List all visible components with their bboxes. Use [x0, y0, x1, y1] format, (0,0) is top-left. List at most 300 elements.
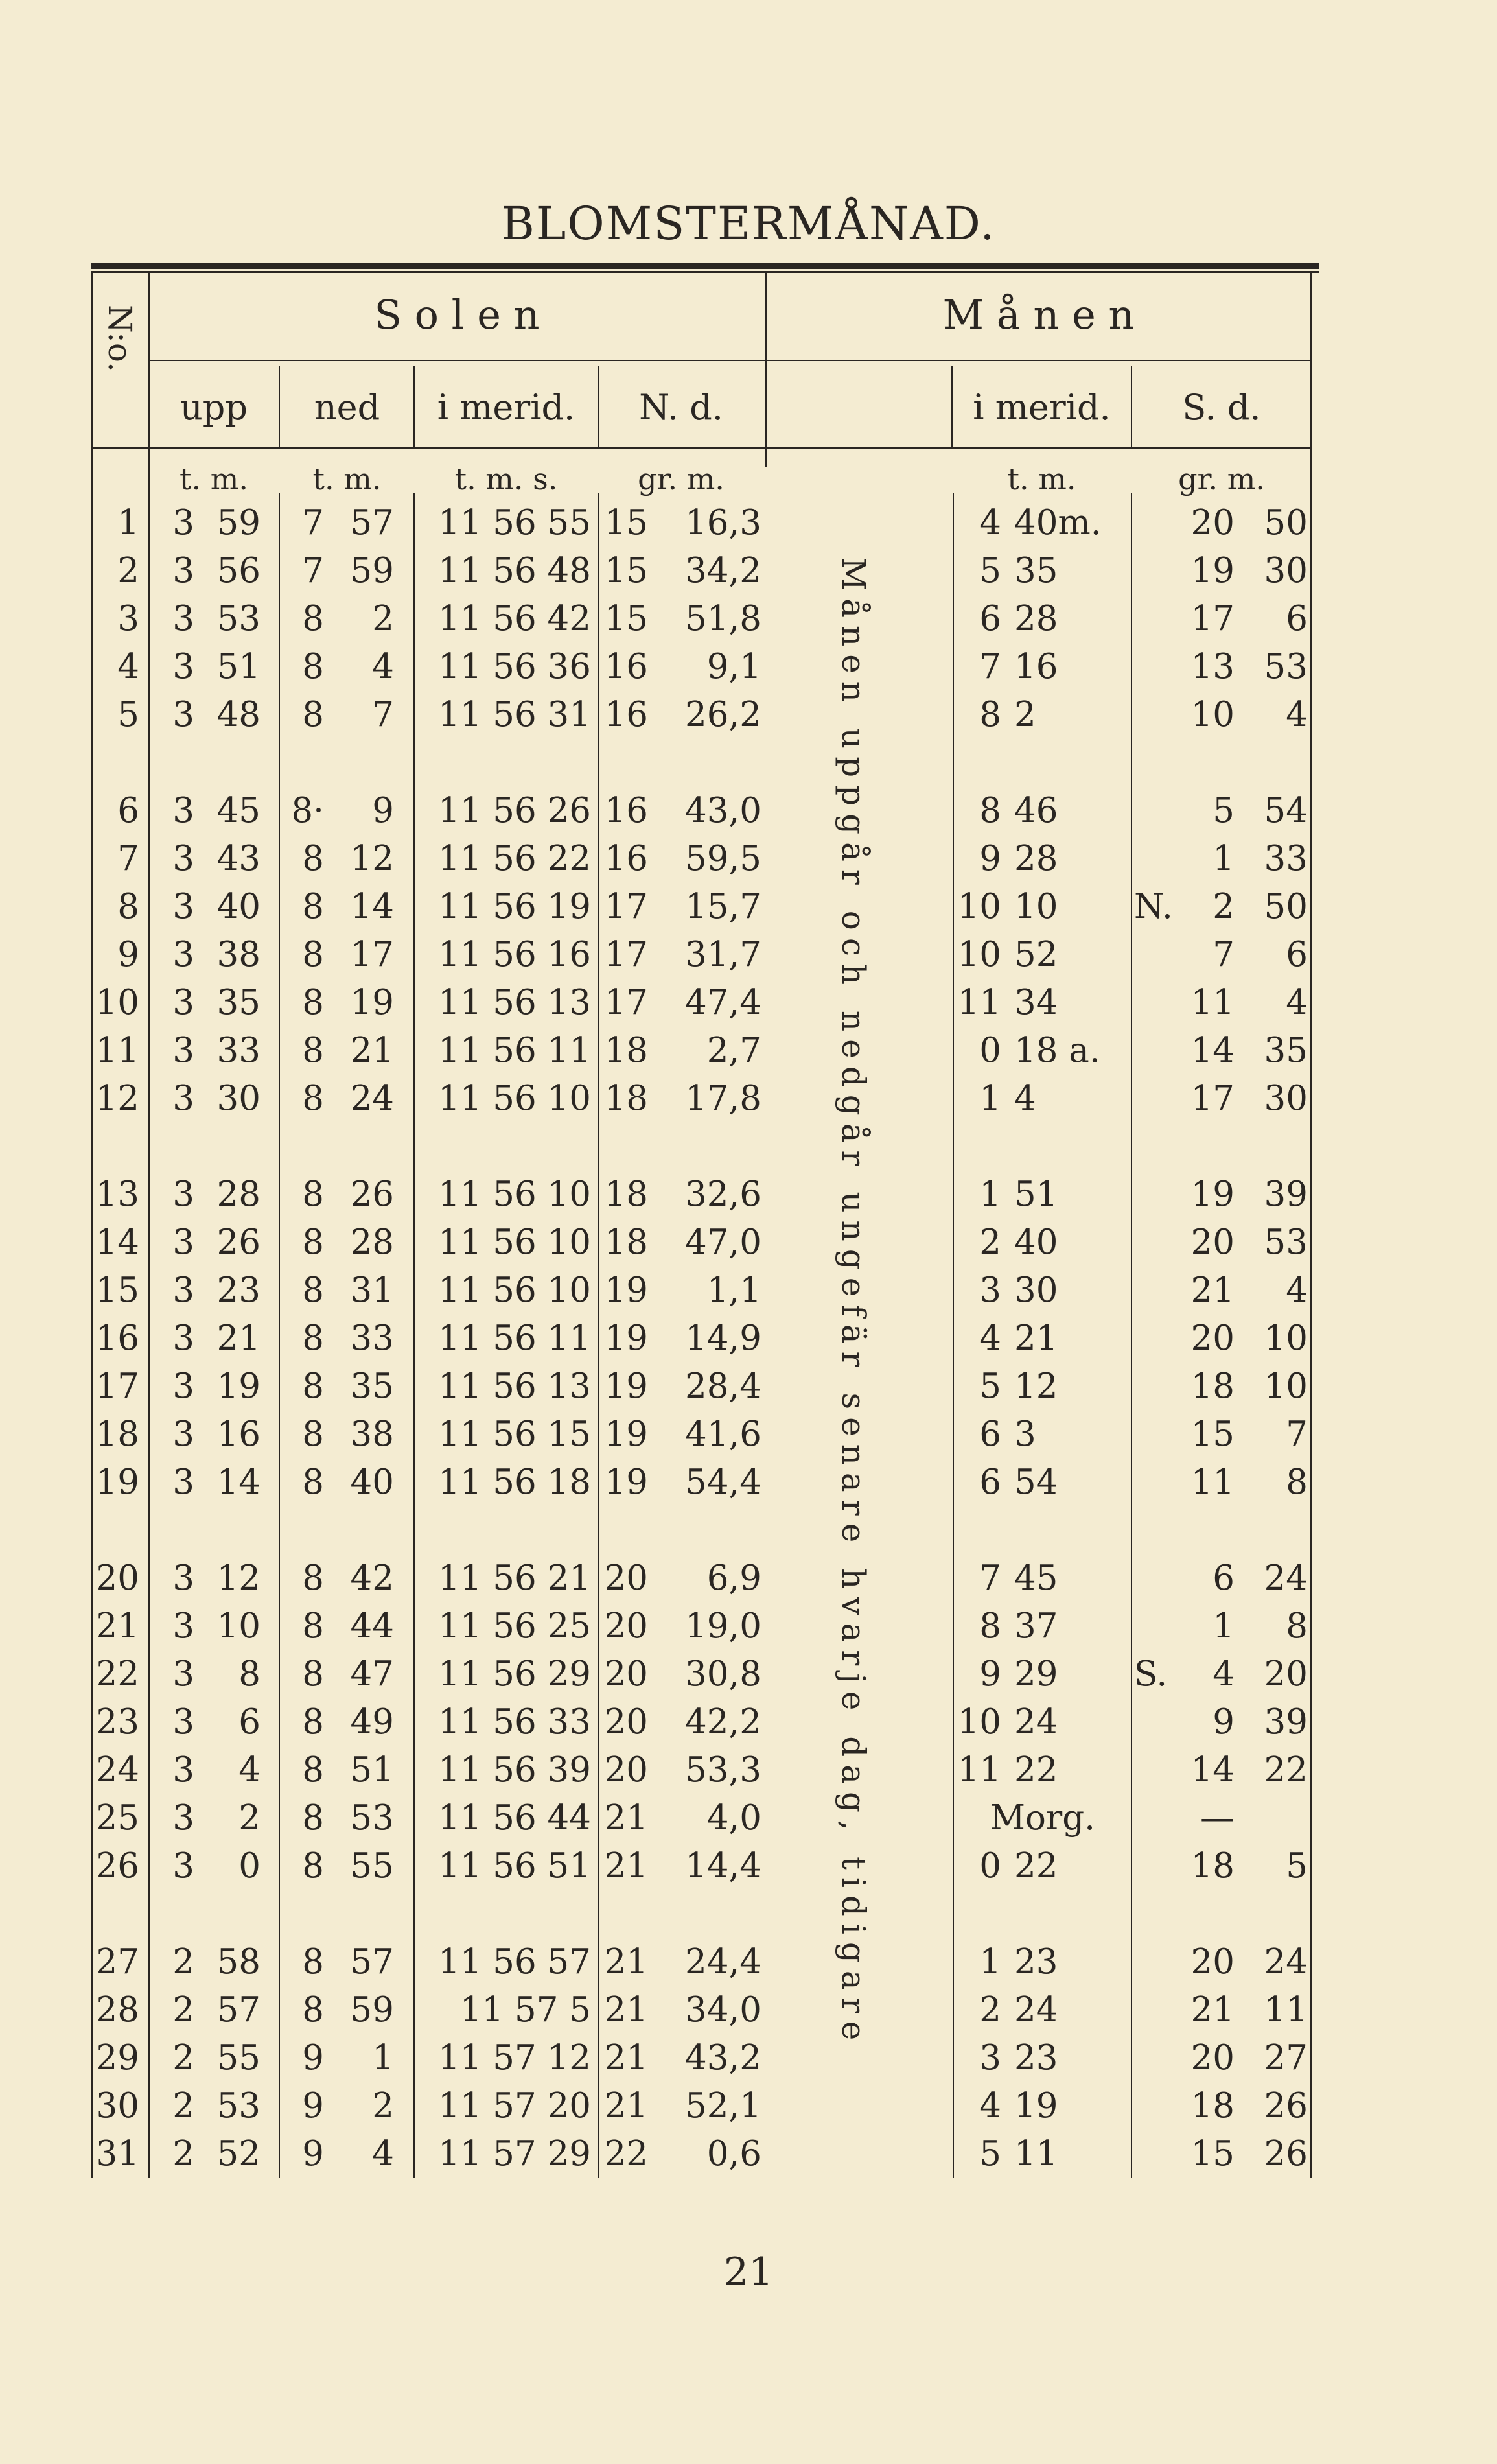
moon-decl-minute: 50: [1264, 503, 1308, 543]
sun-rise-hour: 3: [172, 599, 194, 639]
moon-decl-minute: 5: [1286, 1846, 1308, 1886]
day-number: 25: [95, 1798, 139, 1838]
sun-decl-minute: 1,1: [706, 1271, 761, 1310]
body-col-divider: [413, 493, 415, 2178]
sun-set-minute: 21: [350, 1031, 394, 1070]
sun-rise-minute: 28: [216, 1175, 261, 1214]
moon-decl-degree: 17: [1190, 599, 1235, 639]
day-number: 2: [117, 551, 139, 591]
moon-meridian-hour: 10: [957, 1702, 1001, 1742]
sun-decl-minute: 26,2: [684, 695, 761, 734]
moon-meridian-minute: 18 a.: [1014, 1031, 1100, 1070]
sun-decl-degree: 22: [604, 2134, 648, 2174]
sun-rise-hour: 3: [172, 983, 194, 1022]
sun-set-minute: 28: [350, 1223, 394, 1262]
sun-decl-degree: 21: [604, 1846, 648, 1886]
day-number: 13: [95, 1175, 139, 1214]
sun-decl-degree: 15: [604, 503, 648, 543]
moon-decl-degree: 18: [1190, 1367, 1235, 1406]
sun-set-hour: 8: [302, 1654, 324, 1694]
sun-rise-minute: 26: [216, 1223, 261, 1262]
sun-set-minute: 38: [350, 1414, 394, 1454]
sun-rise-minute: 35: [216, 983, 261, 1022]
moon-meridian-hour: 1: [979, 1175, 1001, 1214]
sun-decl-degree: 20: [604, 1606, 648, 1646]
moon-meridian-hour: Morg.: [990, 1798, 1095, 1838]
sun-meridian: 11 56 15: [437, 1414, 591, 1454]
subheader-rule: [148, 360, 1310, 361]
sun-meridian: 11 56 51: [437, 1846, 591, 1886]
sun-meridian: 11 56 10: [437, 1175, 591, 1214]
sun-meridian: 11 56 36: [437, 647, 591, 686]
moon-decl-degree: 7: [1213, 935, 1235, 974]
moon-decl-minute: 8: [1286, 1462, 1308, 1502]
moon-meridian-hour: 1: [979, 1942, 1001, 1982]
moon-meridian-minute: 3: [1014, 1414, 1036, 1454]
sun-set-minute: 26: [350, 1175, 394, 1214]
sun-rise-hour: 3: [172, 1319, 194, 1358]
sun-meridian: 11 56 22: [437, 839, 591, 878]
moon-decl-minute: 24: [1264, 1942, 1308, 1982]
sun-decl-minute: 31,7: [684, 935, 761, 974]
sun-decl-degree: 21: [604, 2086, 648, 2126]
sun-set-hour: 8: [302, 1942, 324, 1982]
moon-meridian-minute: 12: [1014, 1367, 1058, 1406]
day-number: 18: [95, 1414, 139, 1454]
sun-rise-hour: 3: [172, 839, 194, 878]
sun-set-minute: 55: [350, 1846, 394, 1886]
sun-rise-minute: 19: [216, 1367, 261, 1406]
sun-rise-minute: 12: [216, 1558, 261, 1598]
day-number: 12: [95, 1079, 139, 1118]
moon-decl-minute: 26: [1264, 2134, 1308, 2174]
sun-decl-degree: 17: [604, 887, 648, 926]
sun-rise-hour: 3: [172, 1079, 194, 1118]
sun-set-minute: 4: [372, 647, 394, 686]
sun-rise-hour: 2: [172, 2038, 194, 2078]
moon-decl-degree: 11: [1190, 1462, 1235, 1502]
moon-meridian-hour: 4: [979, 503, 1001, 543]
sun-meridian: 11 56 42: [437, 599, 591, 639]
moon-meridian-minute: 30: [1014, 1271, 1058, 1310]
moon-meridian-hour: 3: [979, 2038, 1001, 2078]
sun-rise-header: upp: [180, 387, 248, 428]
sun-set-minute: 33: [350, 1319, 394, 1358]
sun-set-header: ned: [314, 387, 380, 428]
sun-meridian: 11 56 57: [437, 1942, 591, 1982]
sun-set-hour: 8: [302, 839, 324, 878]
sun-set-hour: 9: [302, 2086, 324, 2126]
sun-rise-hour: 3: [172, 1750, 194, 1790]
sun-set-hour: 8: [302, 1558, 324, 1598]
unit-moon-meridian: t. m.: [1007, 462, 1076, 497]
day-number: 16: [95, 1319, 139, 1358]
sun-rise-minute: 10: [216, 1606, 261, 1646]
day-number: 9: [117, 935, 139, 974]
sun-set-hour: 8: [302, 1990, 324, 2030]
sun-rise-hour: 3: [172, 1175, 194, 1214]
moon-meridian-hour: 1: [979, 1079, 1001, 1118]
sun-meridian: 11 56 10: [437, 1079, 591, 1118]
sun-set-hour: 8: [302, 1223, 324, 1262]
sun-decl-minute: 53,3: [684, 1750, 761, 1790]
sun-decl-degree: 21: [604, 1798, 648, 1838]
sun-meridian: 11 56 11: [437, 1031, 591, 1070]
moon-decl-minute: 54: [1264, 791, 1308, 830]
title-rule-thin: [91, 271, 1319, 273]
moon-decl-degree: 10: [1190, 695, 1235, 734]
sun-decl-minute: 41,6: [684, 1414, 761, 1454]
sun-decl-minute: 51,8: [684, 599, 761, 639]
moon-vertical-note: Månen uppgår och nedgår ungefär senare hvarje dag, tidigare: [835, 557, 872, 2048]
moon-meridian-minute: 22: [1014, 1846, 1058, 1886]
moon-meridian-minute: 11: [1014, 2134, 1058, 2174]
moon-decl-minute: 39: [1264, 1175, 1308, 1214]
day-number: 15: [95, 1271, 139, 1310]
sun-set-hour: 8: [302, 1319, 324, 1358]
sun-moon-divider: [765, 272, 767, 467]
sun-meridian: 11 56 55: [437, 503, 591, 543]
sun-decl-minute: 54,4: [684, 1462, 761, 1502]
sun-rise-hour: 3: [172, 1846, 194, 1886]
sun-rise-minute: 57: [216, 1990, 261, 2030]
moon-meridian-minute: 16: [1014, 647, 1058, 686]
sun-decl-minute: 30,8: [684, 1654, 761, 1694]
sun-rise-hour: 2: [172, 1942, 194, 1982]
header-col-divider: [279, 366, 280, 447]
sun-rise-minute: 6: [238, 1702, 261, 1742]
sun-set-minute: 49: [350, 1702, 394, 1742]
moon-decl-degree: 21: [1190, 1990, 1235, 2030]
sun-meridian: 11 56 25: [437, 1606, 591, 1646]
day-number: 11: [95, 1031, 139, 1070]
moon-decl-minute: 26: [1264, 2086, 1308, 2126]
moon-decl-degree: 20: [1190, 2038, 1235, 2078]
moon-decl-minute: 22: [1264, 1750, 1308, 1790]
sun-set-hour: 8: [302, 1798, 324, 1838]
sun-rise-hour: 3: [172, 1606, 194, 1646]
sun-set-hour: 8: [302, 599, 324, 639]
sun-rise-minute: 53: [216, 2086, 261, 2126]
moon-decl-degree: 15: [1190, 2134, 1235, 2174]
sun-decl-degree: 16: [604, 839, 648, 878]
day-number: 17: [95, 1367, 139, 1406]
sun-set-minute: 42: [350, 1558, 394, 1598]
sun-set-minute: 7: [372, 695, 394, 734]
sun-decl-minute: 47,0: [684, 1223, 761, 1262]
moon-decl-minute: 53: [1264, 647, 1308, 686]
sun-set-hour: 8: [302, 1462, 324, 1502]
moon-meridian-minute: 46: [1014, 791, 1058, 830]
moon-meridian-minute: 23: [1014, 2038, 1058, 2078]
moon-meridian-hour: 3: [979, 1271, 1001, 1310]
sun-rise-minute: 55: [216, 2038, 261, 2078]
sun-decl-minute: 2,7: [706, 1031, 761, 1070]
sun-meridian: 11 56 13: [437, 983, 591, 1022]
sun-decl-degree: 16: [604, 695, 648, 734]
sun-declination-header: N. d.: [639, 387, 723, 428]
day-number: 28: [95, 1990, 139, 2030]
sun-set-hour: 8: [302, 935, 324, 974]
moon-declination-header: S. d.: [1182, 387, 1261, 428]
moon-decl-degree: 19: [1190, 551, 1235, 591]
moon-header: M å n e n: [942, 291, 1135, 338]
sun-decl-minute: 6,9: [706, 1558, 761, 1598]
moon-meridian-hour: 8: [979, 1606, 1001, 1646]
sun-set-hour: 8: [302, 1702, 324, 1742]
moon-meridian-minute: 19: [1014, 2086, 1058, 2126]
page-title: BLOMSTERMÅNAD.: [501, 197, 996, 250]
day-number: 30: [95, 2086, 139, 2126]
moon-decl-degree: 21: [1190, 1271, 1235, 1310]
day-number: 26: [95, 1846, 139, 1886]
sun-meridian: 11 56 10: [437, 1271, 591, 1310]
sun-rise-minute: 30: [216, 1079, 261, 1118]
moon-decl-minute: 35: [1264, 1031, 1308, 1070]
sun-set-hour: 8: [302, 695, 324, 734]
sun-decl-minute: 47,4: [684, 983, 761, 1022]
header-col-divider: [951, 366, 953, 447]
body-col-divider: [953, 493, 954, 2178]
unit-rise: t. m.: [180, 462, 248, 497]
table-left-border: [91, 272, 93, 2178]
sun-meridian: 11 56 33: [437, 1702, 591, 1742]
unit-declination: gr. m.: [638, 462, 725, 497]
day-number: 10: [95, 983, 139, 1022]
moon-decl-degree: 4: [1213, 1654, 1235, 1694]
sun-decl-degree: 18: [604, 1079, 648, 1118]
sun-rise-minute: 14: [216, 1462, 261, 1502]
sun-rise-hour: 3: [172, 1367, 194, 1406]
sun-rise-minute: 45: [216, 791, 261, 830]
title-rule: [91, 263, 1319, 269]
sun-set-minute: 12: [350, 839, 394, 878]
sun-set-hour: 8: [302, 1175, 324, 1214]
sun-rise-hour: 3: [172, 1271, 194, 1310]
sun-decl-degree: 19: [604, 1319, 648, 1358]
moon-meridian-minute: 23: [1014, 1942, 1058, 1982]
sun-rise-hour: 3: [172, 1702, 194, 1742]
sun-decl-minute: 14,9: [684, 1319, 761, 1358]
sun-decl-minute: 4,0: [706, 1798, 761, 1838]
sun-set-minute: 47: [350, 1654, 394, 1694]
moon-meridian-hour: 2: [979, 1223, 1001, 1262]
sun-decl-minute: 16,3: [684, 503, 761, 543]
sun-rise-minute: 48: [216, 695, 261, 734]
day-column-header: N:o.: [101, 305, 139, 372]
sun-meridian: 11 57 12: [437, 2038, 591, 2078]
sun-decl-degree: 19: [604, 1367, 648, 1406]
moon-decl-minute: 11: [1264, 1990, 1308, 2030]
day-number: 31: [95, 2134, 139, 2174]
moon-meridian-hour: 8: [979, 695, 1001, 734]
sun-set-hour: 7: [302, 503, 324, 543]
sun-set-hour: 8: [302, 1079, 324, 1118]
moon-meridian-hour: 7: [979, 647, 1001, 686]
header-col-divider: [598, 366, 599, 447]
moon-decl-degree: 20: [1190, 503, 1235, 543]
moon-decl-degree: 5: [1213, 791, 1235, 830]
sun-decl-minute: 19,0: [684, 1606, 761, 1646]
day-number: 20: [95, 1558, 139, 1598]
sun-decl-minute: 28,4: [684, 1367, 761, 1406]
moon-decl-hemisphere: N.: [1134, 887, 1173, 926]
moon-decl-minute: 6: [1286, 599, 1308, 639]
moon-meridian-minute: 4: [1014, 1079, 1036, 1118]
moon-meridian-hour: 2: [979, 1990, 1001, 2030]
sun-rise-hour: 3: [172, 1798, 194, 1838]
sun-rise-hour: 3: [172, 695, 194, 734]
moon-meridian-minute: 45: [1014, 1558, 1058, 1598]
sun-set-minute: 1: [372, 2038, 394, 2078]
sun-rise-minute: 43: [216, 839, 261, 878]
sun-decl-minute: 24,4: [684, 1942, 761, 1982]
unit-set: t. m.: [312, 462, 382, 497]
sun-meridian: 11 56 16: [437, 935, 591, 974]
sun-meridian: 11 56 10: [437, 1223, 591, 1262]
sun-meridian: 11 56 11: [437, 1319, 591, 1358]
moon-decl-minute: 6: [1286, 935, 1308, 974]
day-number: 27: [95, 1942, 139, 1982]
moon-meridian-minute: 54: [1014, 1462, 1058, 1502]
sun-rise-minute: 8: [238, 1654, 261, 1694]
sun-rise-minute: 4: [238, 1750, 261, 1790]
sun-rise-minute: 52: [216, 2134, 261, 2174]
sun-decl-minute: 34,0: [684, 1990, 761, 2030]
sun-rise-minute: 40: [216, 887, 261, 926]
sun-meridian: 11 56 48: [437, 551, 591, 591]
body-col-divider: [279, 493, 280, 2178]
moon-meridian-minute: 40: [1014, 1223, 1058, 1262]
day-number: 1: [117, 503, 139, 543]
sun-rise-minute: 51: [216, 647, 261, 686]
moon-meridian-minute: 21: [1014, 1319, 1058, 1358]
sun-set-minute: 57: [350, 503, 394, 543]
sun-decl-degree: 19: [604, 1462, 648, 1502]
sun-decl-minute: 42,2: [684, 1702, 761, 1742]
moon-meridian-minute: 29: [1014, 1654, 1058, 1694]
sun-decl-degree: 20: [604, 1702, 648, 1742]
moon-decl-degree: 17: [1190, 1079, 1235, 1118]
sun-header: S o l e n: [374, 291, 540, 338]
moon-meridian-hour: 0: [979, 1846, 1001, 1886]
moon-meridian-minute: 51: [1014, 1175, 1058, 1214]
header-bottom-rule: [91, 447, 1312, 449]
moon-decl-minute: 4: [1286, 1271, 1308, 1310]
sun-rise-minute: 58: [216, 1942, 261, 1982]
sun-rise-hour: 3: [172, 503, 194, 543]
sun-set-minute: 44: [350, 1606, 394, 1646]
sun-set-minute: 14: [350, 887, 394, 926]
sun-decl-degree: 21: [604, 1990, 648, 2030]
sun-rise-hour: 3: [172, 1223, 194, 1262]
sun-set-minute: 2: [372, 2086, 394, 2126]
moon-decl-minute: 24: [1264, 1558, 1308, 1598]
sun-rise-hour: 3: [172, 791, 194, 830]
sun-meridian-header: i merid.: [437, 387, 575, 428]
sun-set-hour: 9: [302, 2134, 324, 2174]
day-column-divider: [148, 272, 150, 2178]
day-number: 5: [117, 695, 139, 734]
moon-meridian-hour: 5: [979, 2134, 1001, 2174]
moon-decl-minute: 53: [1264, 1223, 1308, 1262]
sun-decl-minute: 43,0: [684, 791, 761, 830]
moon-meridian-minute: 22: [1014, 1750, 1058, 1790]
table-right-border: [1310, 272, 1312, 2178]
moon-meridian-minute: 34: [1014, 983, 1058, 1022]
sun-set-hour: 8: [302, 887, 324, 926]
sun-set-minute: 59: [350, 1990, 394, 2030]
moon-meridian-hour: 5: [979, 1367, 1001, 1406]
sun-set-minute: 24: [350, 1079, 394, 1118]
moon-decl-degree: 2: [1213, 887, 1235, 926]
sun-meridian: 11 56 44: [437, 1798, 591, 1838]
moon-meridian-minute: 2: [1014, 695, 1036, 734]
moon-decl-minute: 7: [1286, 1414, 1308, 1454]
moon-decl-degree: 6: [1213, 1558, 1235, 1598]
sun-rise-hour: 3: [172, 935, 194, 974]
sun-decl-degree: 15: [604, 551, 648, 591]
day-number: 23: [95, 1702, 139, 1742]
sun-decl-minute: 14,4: [684, 1846, 761, 1886]
moon-meridian-hour: 4: [979, 1319, 1001, 1358]
sun-decl-degree: 19: [604, 1271, 648, 1310]
moon-decl-degree: 20: [1190, 1319, 1235, 1358]
moon-decl-minute: 30: [1264, 1079, 1308, 1118]
moon-meridian-minute: 28: [1014, 599, 1058, 639]
sun-rise-hour: 2: [172, 1990, 194, 2030]
moon-meridian-minute: 24: [1014, 1702, 1058, 1742]
moon-meridian-hour: 9: [979, 839, 1001, 878]
header-col-divider: [413, 366, 415, 447]
sun-set-minute: 4: [372, 2134, 394, 2174]
sun-decl-minute: 15,7: [684, 887, 761, 926]
moon-meridian-minute: 37: [1014, 1606, 1058, 1646]
moon-decl-minute: 4: [1286, 695, 1308, 734]
moon-meridian-hour: 10: [957, 935, 1001, 974]
moon-meridian-minute: 52: [1014, 935, 1058, 974]
sun-set-minute: 19: [350, 983, 394, 1022]
moon-meridian-minute: 35: [1014, 551, 1058, 591]
sun-rise-minute: 0: [238, 1846, 261, 1886]
day-number: 7: [117, 839, 139, 878]
moon-meridian-header: i merid.: [973, 387, 1111, 428]
sun-rise-hour: 2: [172, 2086, 194, 2126]
sun-decl-minute: 9,1: [706, 647, 761, 686]
sun-rise-minute: 2: [238, 1798, 261, 1838]
moon-decl-minute: 39: [1264, 1702, 1308, 1742]
sun-set-hour: 8: [302, 1031, 324, 1070]
sun-decl-degree: 21: [604, 2038, 648, 2078]
day-number: 6: [117, 791, 139, 830]
day-number: 29: [95, 2038, 139, 2078]
sun-rise-hour: 3: [172, 551, 194, 591]
sun-decl-degree: 16: [604, 791, 648, 830]
sun-rise-hour: 3: [172, 1031, 194, 1070]
sun-set-hour: 8: [302, 983, 324, 1022]
sun-rise-minute: 23: [216, 1271, 261, 1310]
sun-meridian: 11 56 26: [437, 791, 591, 830]
sun-decl-minute: 52,1: [684, 2086, 761, 2126]
sun-set-hour: 7: [302, 551, 324, 591]
sun-meridian: 11 57 20: [437, 2086, 591, 2126]
sun-set-minute: 51: [350, 1750, 394, 1790]
day-number: 24: [95, 1750, 139, 1790]
sun-set-minute: 2: [372, 599, 394, 639]
moon-decl-minute: 8: [1286, 1606, 1308, 1646]
day-number: 3: [117, 599, 139, 639]
moon-meridian-hour: 6: [979, 1414, 1001, 1454]
